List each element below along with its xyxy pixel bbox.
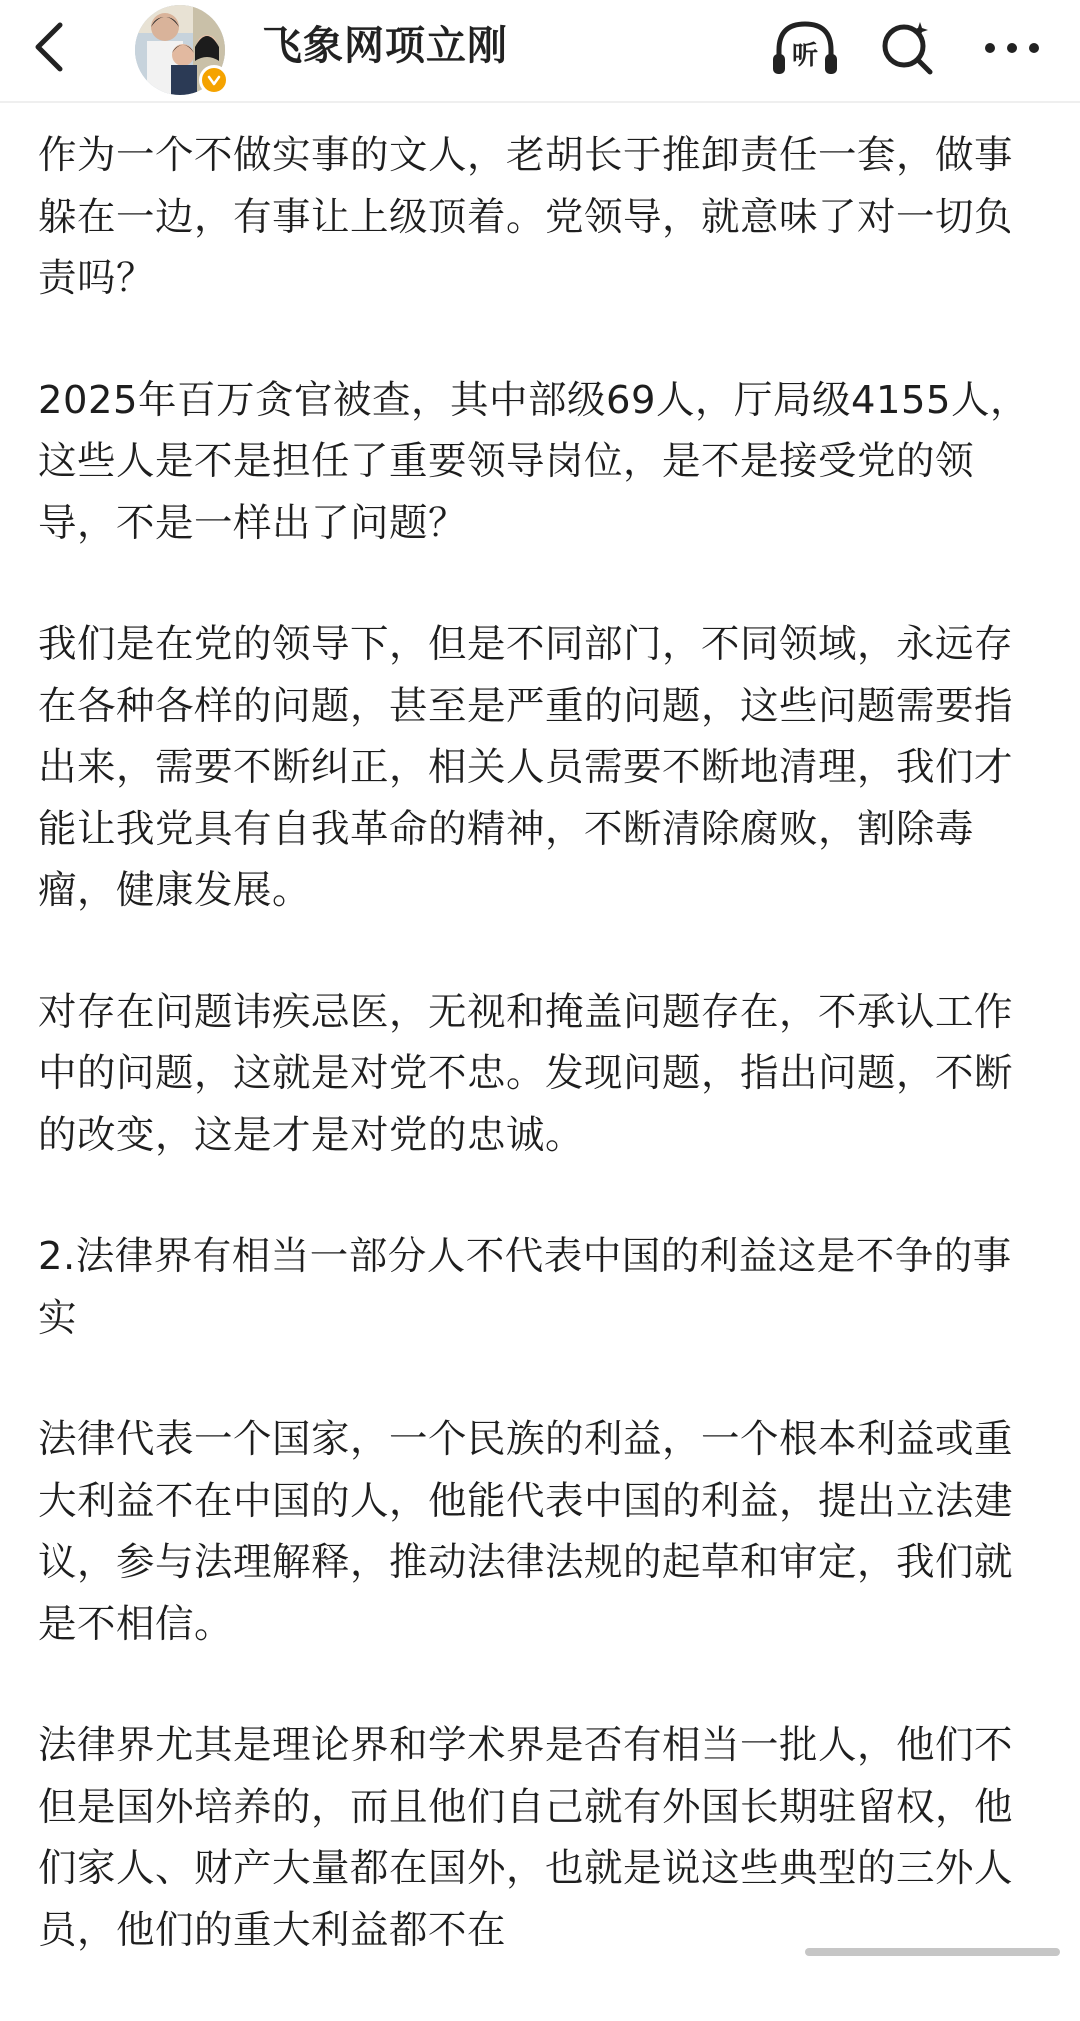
listen-button[interactable] [769, 14, 841, 82]
search-icon [876, 16, 940, 80]
search-button[interactable] [872, 14, 944, 82]
listen-label: 听 [791, 41, 819, 71]
more-dots-icon [980, 36, 1044, 60]
more-button[interactable] [976, 14, 1048, 82]
article-paragraph-3: 我们是在党的领导下，但是不同部门，不同领域，永远存在各种各样的问题，甚至是严重的问题，这些问题需要指出来，需要不断纠正，相关人员需要不断地清理，我们才能让我党具有自我革命的精神，不断清除腐败，割除毒瘤，健康发展。 [38, 622, 1014, 913]
headphones-listen-icon [769, 16, 841, 80]
top-navigation-bar [0, 0, 1080, 100]
scroll-indicator [805, 1948, 1060, 1956]
article-paragraph-6: 法律代表一个国家，一个民族的利益，一个根本利益或重大利益不在中国的人，他能代表中国的利益，提出立法建议，参与法理解释，推动法律法规的起草和审定，我们就是不相信。 [38, 1417, 1014, 1647]
article-paragraph-1: 作为一个不做实事的文人，老胡长于推卸责任一套，做事躲在一边，有事让上级顶着。党领导，就意味了对一切负责吗？ [38, 133, 1014, 301]
back-button[interactable] [22, 12, 78, 82]
header-divider [0, 101, 1080, 103]
article-paragraph-4: 对存在问题讳疾忌医，无视和掩盖问题存在，不承认工作中的问题，这就是对党不忠。发现问题，指出问题，不断的改变，这是才是对党的忠诚。 [38, 989, 1014, 1158]
article-body [38, 125, 1048, 2021]
avatar[interactable] [135, 5, 231, 101]
article-paragraph-2: 2025年百万贪官被查，其中部级69人，厅局级4155人，这些人是不是担任了重要领导岗位，是不是接受党的领导，不是一样出了问题？ [38, 377, 1029, 546]
chevron-left-icon [30, 19, 70, 75]
article-paragraph-5: 2.法律界有相当一部分人不代表中国的利益这是不争的事实 [38, 1234, 1012, 1341]
verified-badge-icon [199, 65, 229, 95]
article-paragraph-7: 法律界尤其是理论界和学术界是否有相当一批人，他们不但是国外培养的，而且他们自己就有外国长期驻留权，他们家人、财产大量都在国外，也就是说这些典型的三外人员，他们的重大利益都不在 [38, 1723, 1014, 1953]
username[interactable]: 飞象网项立刚 [262, 23, 508, 69]
